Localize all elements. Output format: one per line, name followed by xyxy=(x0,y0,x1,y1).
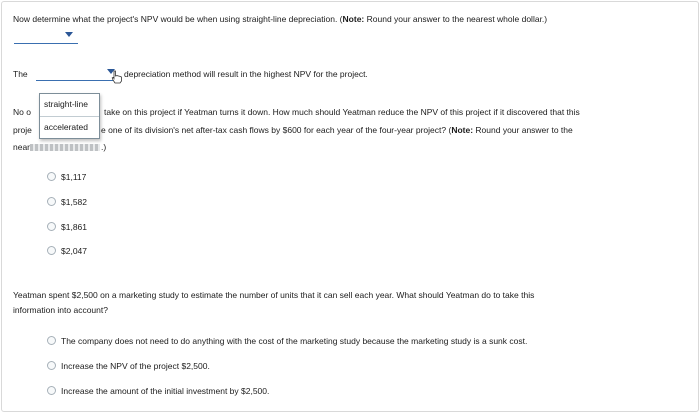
option-label: $2,047 xyxy=(61,246,87,256)
radio-button[interactable] xyxy=(47,172,56,181)
option-label: $1,861 xyxy=(61,222,87,232)
question-text: Yeatman spent $2,500 on a marketing study to estimate the number of units that it can sell each year. What should Yeatman do to take this xyxy=(13,290,535,300)
option-label: $1,582 xyxy=(61,197,87,207)
note-label: Note: xyxy=(451,125,474,135)
option-label: Increase the NPV of the project $2,500. xyxy=(61,361,210,371)
obscured-text xyxy=(30,144,100,151)
question-text-segment: e one of its division's net after-tax cash flows by $600 for each year of the four-year project? ( xyxy=(101,125,452,135)
radio-button[interactable] xyxy=(47,361,56,370)
option-label: Increase the amount of the initial investment by $2,500. xyxy=(61,386,270,396)
radio-button[interactable] xyxy=(47,246,56,255)
radio-button[interactable] xyxy=(47,386,56,395)
chevron-down-icon xyxy=(65,32,73,37)
option-label: The company does not need to do anything with the cost of the marketing study because the marketing study is a sunk cost. xyxy=(61,336,528,346)
dropdown-underline xyxy=(14,43,78,44)
radio-button[interactable] xyxy=(47,336,56,345)
question-text-fragment: No o xyxy=(13,107,31,117)
question-text-fragment: proje xyxy=(13,125,32,135)
question-npv-straight-line xyxy=(13,14,547,24)
question-text: Now determine what the project's NPV would be when using straight-line depreciation. ( xyxy=(13,14,343,24)
question-text-segment: Round your answer to the xyxy=(473,125,573,135)
depreciation-method-menu xyxy=(39,93,100,139)
question-text-fragment: near xyxy=(13,142,31,152)
question-lead-text: The xyxy=(13,69,28,79)
dropdown-underline xyxy=(36,80,120,81)
radio-button[interactable] xyxy=(47,222,56,231)
menu-divider xyxy=(40,116,99,117)
question-panel xyxy=(1,1,699,412)
option-label: $1,117 xyxy=(61,172,87,182)
menu-option-straight-line[interactable]: straight-line xyxy=(44,99,88,109)
hand-cursor-icon xyxy=(111,70,123,84)
question-text: information into account? xyxy=(13,305,108,315)
question-text: depreciation method will result in the highest NPV for the project. xyxy=(124,69,368,79)
question-text-fragment: .) xyxy=(101,142,107,152)
radio-button[interactable] xyxy=(47,197,56,206)
menu-option-accelerated[interactable]: accelerated xyxy=(44,122,88,132)
question-text-suffix: Round your answer to the nearest whole dollar.) xyxy=(364,14,548,24)
note-label: Note: xyxy=(342,14,365,24)
question-text xyxy=(101,125,573,135)
question-text: take on this project if Yeatman turns it down. How much should Yeatman reduce the NPV of this project if it discovered that this xyxy=(104,107,580,117)
